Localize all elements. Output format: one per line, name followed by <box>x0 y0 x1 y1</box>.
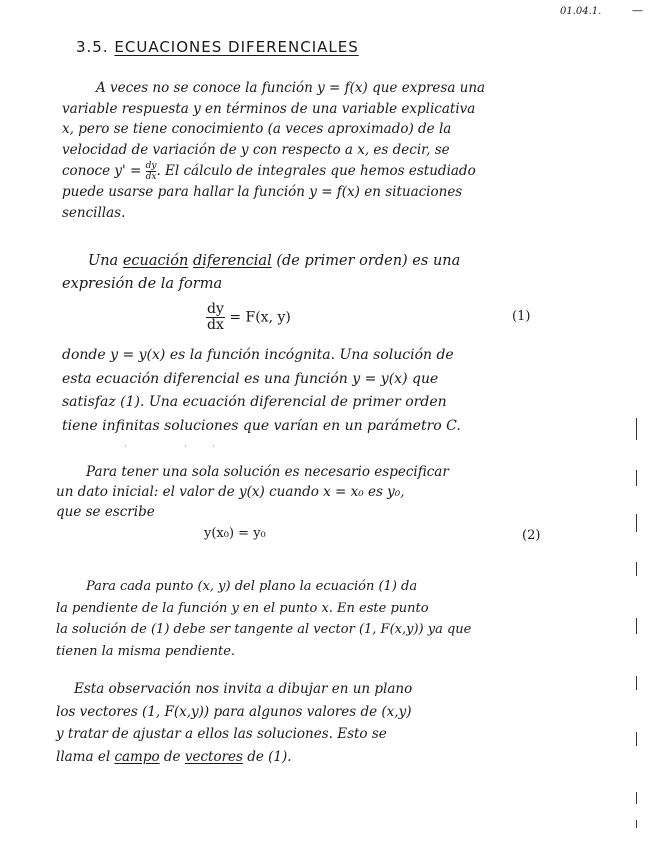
text-fragment: conoce y' = <box>62 162 146 179</box>
text-line: Para tener una sola solución es necesario especificar <box>86 464 449 480</box>
equation-2: y(x₀) = y₀ <box>204 526 266 541</box>
fraction-denominator: dx <box>207 317 224 333</box>
margin-mark <box>636 418 637 440</box>
text-line: esta ecuación diferencial es una función y = y(x) que <box>62 370 439 387</box>
section-number: 3.5. <box>76 38 109 56</box>
equation-2-label: (2) <box>522 528 541 543</box>
text-line <box>56 746 412 769</box>
text-fragment: (de primer orden) es una <box>271 253 461 269</box>
equation-1-label: (1) <box>512 309 531 324</box>
margin-mark <box>636 562 637 576</box>
margin-mark <box>636 470 637 486</box>
fraction-denominator: dx <box>145 171 157 182</box>
text-line: tienen la misma pendiente. <box>56 643 236 659</box>
text-line: puede usarse para hallar la función y = f(x) en situaciones <box>62 183 463 200</box>
equation-rhs: = F(x, y) <box>229 309 291 326</box>
text-line: la pendiente de la función y en el punto x. En este punto <box>56 600 429 616</box>
text-line: Para cada punto (x, y) del plano la ecuación (1) da <box>86 579 418 594</box>
text-line: los vectores (1, F(x,y)) para algunos valores de (x,y) <box>56 703 412 720</box>
term-campo: campo <box>114 748 160 765</box>
stray-mark: · <box>124 442 127 451</box>
section-heading <box>76 38 359 56</box>
equation-fraction <box>206 302 225 333</box>
term-vectores: vectores <box>184 748 243 765</box>
text-fragment: de (1). <box>242 748 292 765</box>
text-line: variable respuesta y en términos de una variable explicativa <box>62 100 476 117</box>
paragraph-initial-data <box>56 462 449 522</box>
text-fragment: de <box>159 748 185 765</box>
paragraph-solution <box>62 344 461 438</box>
page-corner-label: 01.04.1. <box>560 6 602 17</box>
text-line: satisfaz (1). Una ecuación diferencial de primer orden <box>62 394 447 410</box>
term-diferencial: diferencial <box>192 253 272 269</box>
text-line: que se escribe <box>56 504 155 520</box>
text-fragment: Una <box>88 253 123 269</box>
text-line: A veces no se conoce la función y = f(x) que expresa una <box>96 80 486 96</box>
text-line: velocidad de variación de y con respecto a x, es decir, se <box>62 142 450 159</box>
text-line: sencillas. <box>62 204 126 221</box>
fraction-numerator: dy <box>207 301 224 317</box>
text-line: la solución de (1) debe ser tangente al vector (1, F(x,y)) ya que <box>56 622 472 637</box>
stray-mark: · <box>212 442 215 451</box>
text-line: donde y = y(x) es la función incógnita. Una solución de <box>62 347 454 363</box>
text-fragment: . El cálculo de integrales que hemos estudiado <box>156 162 476 179</box>
text-line <box>62 250 460 273</box>
margin-mark <box>636 514 637 532</box>
margin-mark <box>636 732 637 746</box>
margin-mark <box>636 792 637 804</box>
stray-mark: · <box>184 442 187 451</box>
margin-mark <box>636 676 637 690</box>
paragraph-intro <box>62 78 485 223</box>
section-title: ECUACIONES DIFERENCIALES <box>114 38 359 56</box>
text-line: un dato inicial: el valor de y(x) cuando x = x₀ es y₀, <box>56 484 405 500</box>
margin-mark <box>636 618 637 634</box>
term-ecuacion: ecuación <box>122 253 189 269</box>
derivative-fraction <box>146 161 157 182</box>
corner-dash: — <box>632 4 643 17</box>
equation-1 <box>206 302 291 333</box>
paragraph-vector-field <box>56 678 412 768</box>
text-line: y tratar de ajustar a ellos las soluciones. Esto se <box>56 726 387 742</box>
text-line: Esta observación nos invita a dibujar en un plano <box>74 681 413 697</box>
paragraph-definition <box>62 250 460 296</box>
fraction-numerator: dy <box>145 160 157 171</box>
text-line <box>62 161 485 182</box>
paragraph-slope <box>56 576 471 662</box>
text-line: tiene infinitas soluciones que varían en un parámetro C. <box>62 417 461 434</box>
text-fragment: llama el <box>56 748 115 765</box>
margin-mark <box>636 820 637 828</box>
text-line: x, pero se tiene conocimiento (a veces aproximado) de la <box>62 121 452 138</box>
text-line: expresión de la forma <box>62 276 223 292</box>
